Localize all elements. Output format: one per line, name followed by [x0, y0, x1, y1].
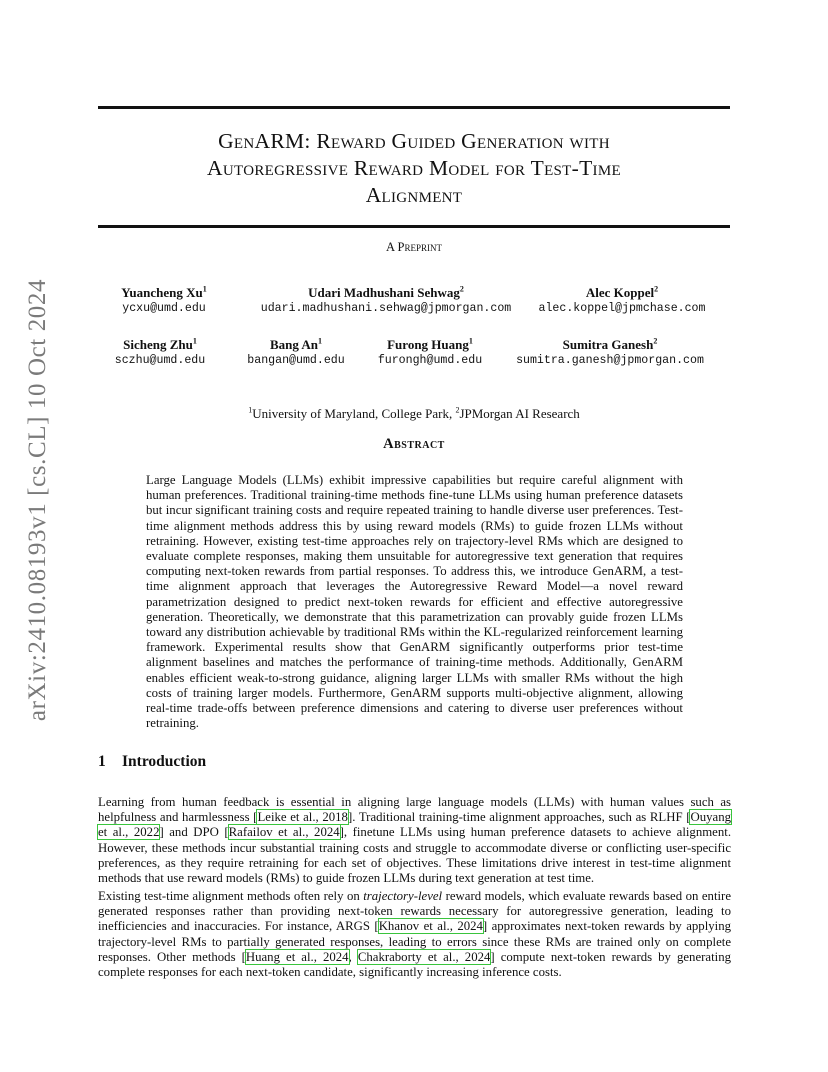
author-block: [256, 285, 516, 316]
author-name: Bang An$^1$: [269, 336, 323, 352]
abstract-heading: Abstract: [383, 436, 445, 452]
citation-link[interactable]: Chakraborty et al., 2024: [357, 949, 491, 964]
section-heading: 1 Introduction: [98, 753, 207, 770]
intro-paragraph-1: Learning from human feedback is essential in aligning large language models (LLMs) with human values such as helpfulness and harmlessness [Leike et al., 2018]. Traditional training-time alignment approaches, such as RLHF [Ouyang et al., 2022] and DPO [Rafailov et al., 2024], finetune LLMs using human preference datasets to achieve alignment. However, these methods incur substantial training costs and struggle to accommodate diverse or conflicting user-specific preferences, as they require retraining for each set of objectives. These limitations drive interest in test-time alignment methods that use reward models (RMs) to guide frozen LLMs during text generation at test time.: [98, 795, 732, 886]
title-line-1: GenARM: Reward Guided Generation with: [218, 129, 610, 153]
author-email: alec.koppel@jpmchase.com: [538, 302, 706, 315]
author-name: Alec Koppel$^2$: [585, 284, 659, 300]
author-email: bangan@umd.edu: [247, 354, 345, 367]
intro-paragraph-2: Existing test-time alignment methods often rely on trajectory-level reward models, which evaluate rewards based on entire generated responses rather than providing next-token rewards necessary for autoregressive generation, leading to inefficiencies and inaccuracies. For instance, ARGS [Khanov et al., 2024] approximates next-token rewards by applying trajectory-level RMs to partially generated responses, leading to errors since these RMs are trained only on complete responses. Other methods [Huang et al., 2024, Chakraborty et al., 2024] compute next-token rewards by generating complete responses for each next-token candidate, significantly increasing inference costs.: [98, 889, 732, 980]
citation-link[interactable]: Leike et al., 2018: [257, 810, 348, 825]
author-email: sczhu@umd.edu: [114, 354, 206, 367]
citation-link[interactable]: Rafailov et al., 2024: [228, 825, 340, 840]
abstract-text: Large Language Models (LLMs) exhibit impressive capabilities but require careful alignment with human preferences. Traditional training-time methods fine-tune LLMs using human preference datasets but incur significant training costs and require repeated training to handle diverse user preferences. Test-time alignment methods address this by using reward models (RMs) to guide frozen LLMs without retraining. However, existing test-time approaches rely on trajectory-level RMs which are designed to evaluate complete responses, making them unsuitable for autoregressive text generation that requires computing next-token rewards from partial responses. To address this, we introduce GenARM, a test-time alignment approach that leverages the Autoregressive Reward Model—a novel reward parametrization designed to predict next-token rewards for efficient and effective autoregressive generation. Theoretically, we demonstrate that this parametrization can provably guide frozen LLMs toward any distribution achievable by traditional RMs within the KL-regularized reinforcement learning framework. Experimental results show that GenARM significantly outperforms prior test-time alignment baselines and matches the performance of training-time methods. Additionally, GenARM enables efficient weak-to-strong guidance, aligning larger LLMs with smaller RMs without the high costs of training larger models. Furthermore, GenARM supports multi-objective alignment, allowing real-time trade-offs between preference dimensions and catering to diverse user preferences without retraining.: [146, 473, 683, 731]
title-top-rule: [98, 106, 730, 109]
author-block: [490, 337, 730, 368]
preprint-label: A Preprint: [386, 240, 442, 254]
author-name: Furong Huang$^1$: [387, 336, 473, 352]
author-email: ycxu@umd.edu: [122, 302, 206, 315]
paper-title: [98, 128, 730, 209]
author-email: sumitra.ganesh@jpmorgan.com: [516, 354, 704, 367]
author-email: furongh@umd.edu: [377, 354, 483, 367]
citation-link[interactable]: Khanov et al., 2024: [378, 919, 483, 934]
title-line-3: Alignment: [365, 183, 463, 207]
arxiv-stamp: arXiv:2410.08193v1 [cs.CL] 10 Oct 2024: [24, 278, 51, 722]
author-block: [502, 285, 742, 316]
author-name: Sicheng Zhu$^1$: [123, 336, 197, 352]
citation-link[interactable]: Ouyang et al., 2022: [98, 810, 731, 840]
author-email: udari.madhushani.sehwag@jpmorgan.com: [260, 302, 512, 315]
author-block: [44, 285, 284, 316]
author-name: Udari Madhushani Sehwag$^2$: [308, 284, 464, 300]
title-bottom-rule: [98, 225, 730, 228]
citation-link[interactable]: Huang et al., 2024: [245, 949, 349, 964]
author-name: Yuancheng Xu$^1$: [121, 284, 207, 300]
author-name: Sumitra Ganesh$^2$: [562, 336, 658, 352]
affiliations: $^1$University of Maryland, College Park, $^2$JPMorgan AI Research: [248, 405, 580, 421]
title-line-2: Autoregressive Reward Model for Test-Time: [207, 156, 621, 180]
